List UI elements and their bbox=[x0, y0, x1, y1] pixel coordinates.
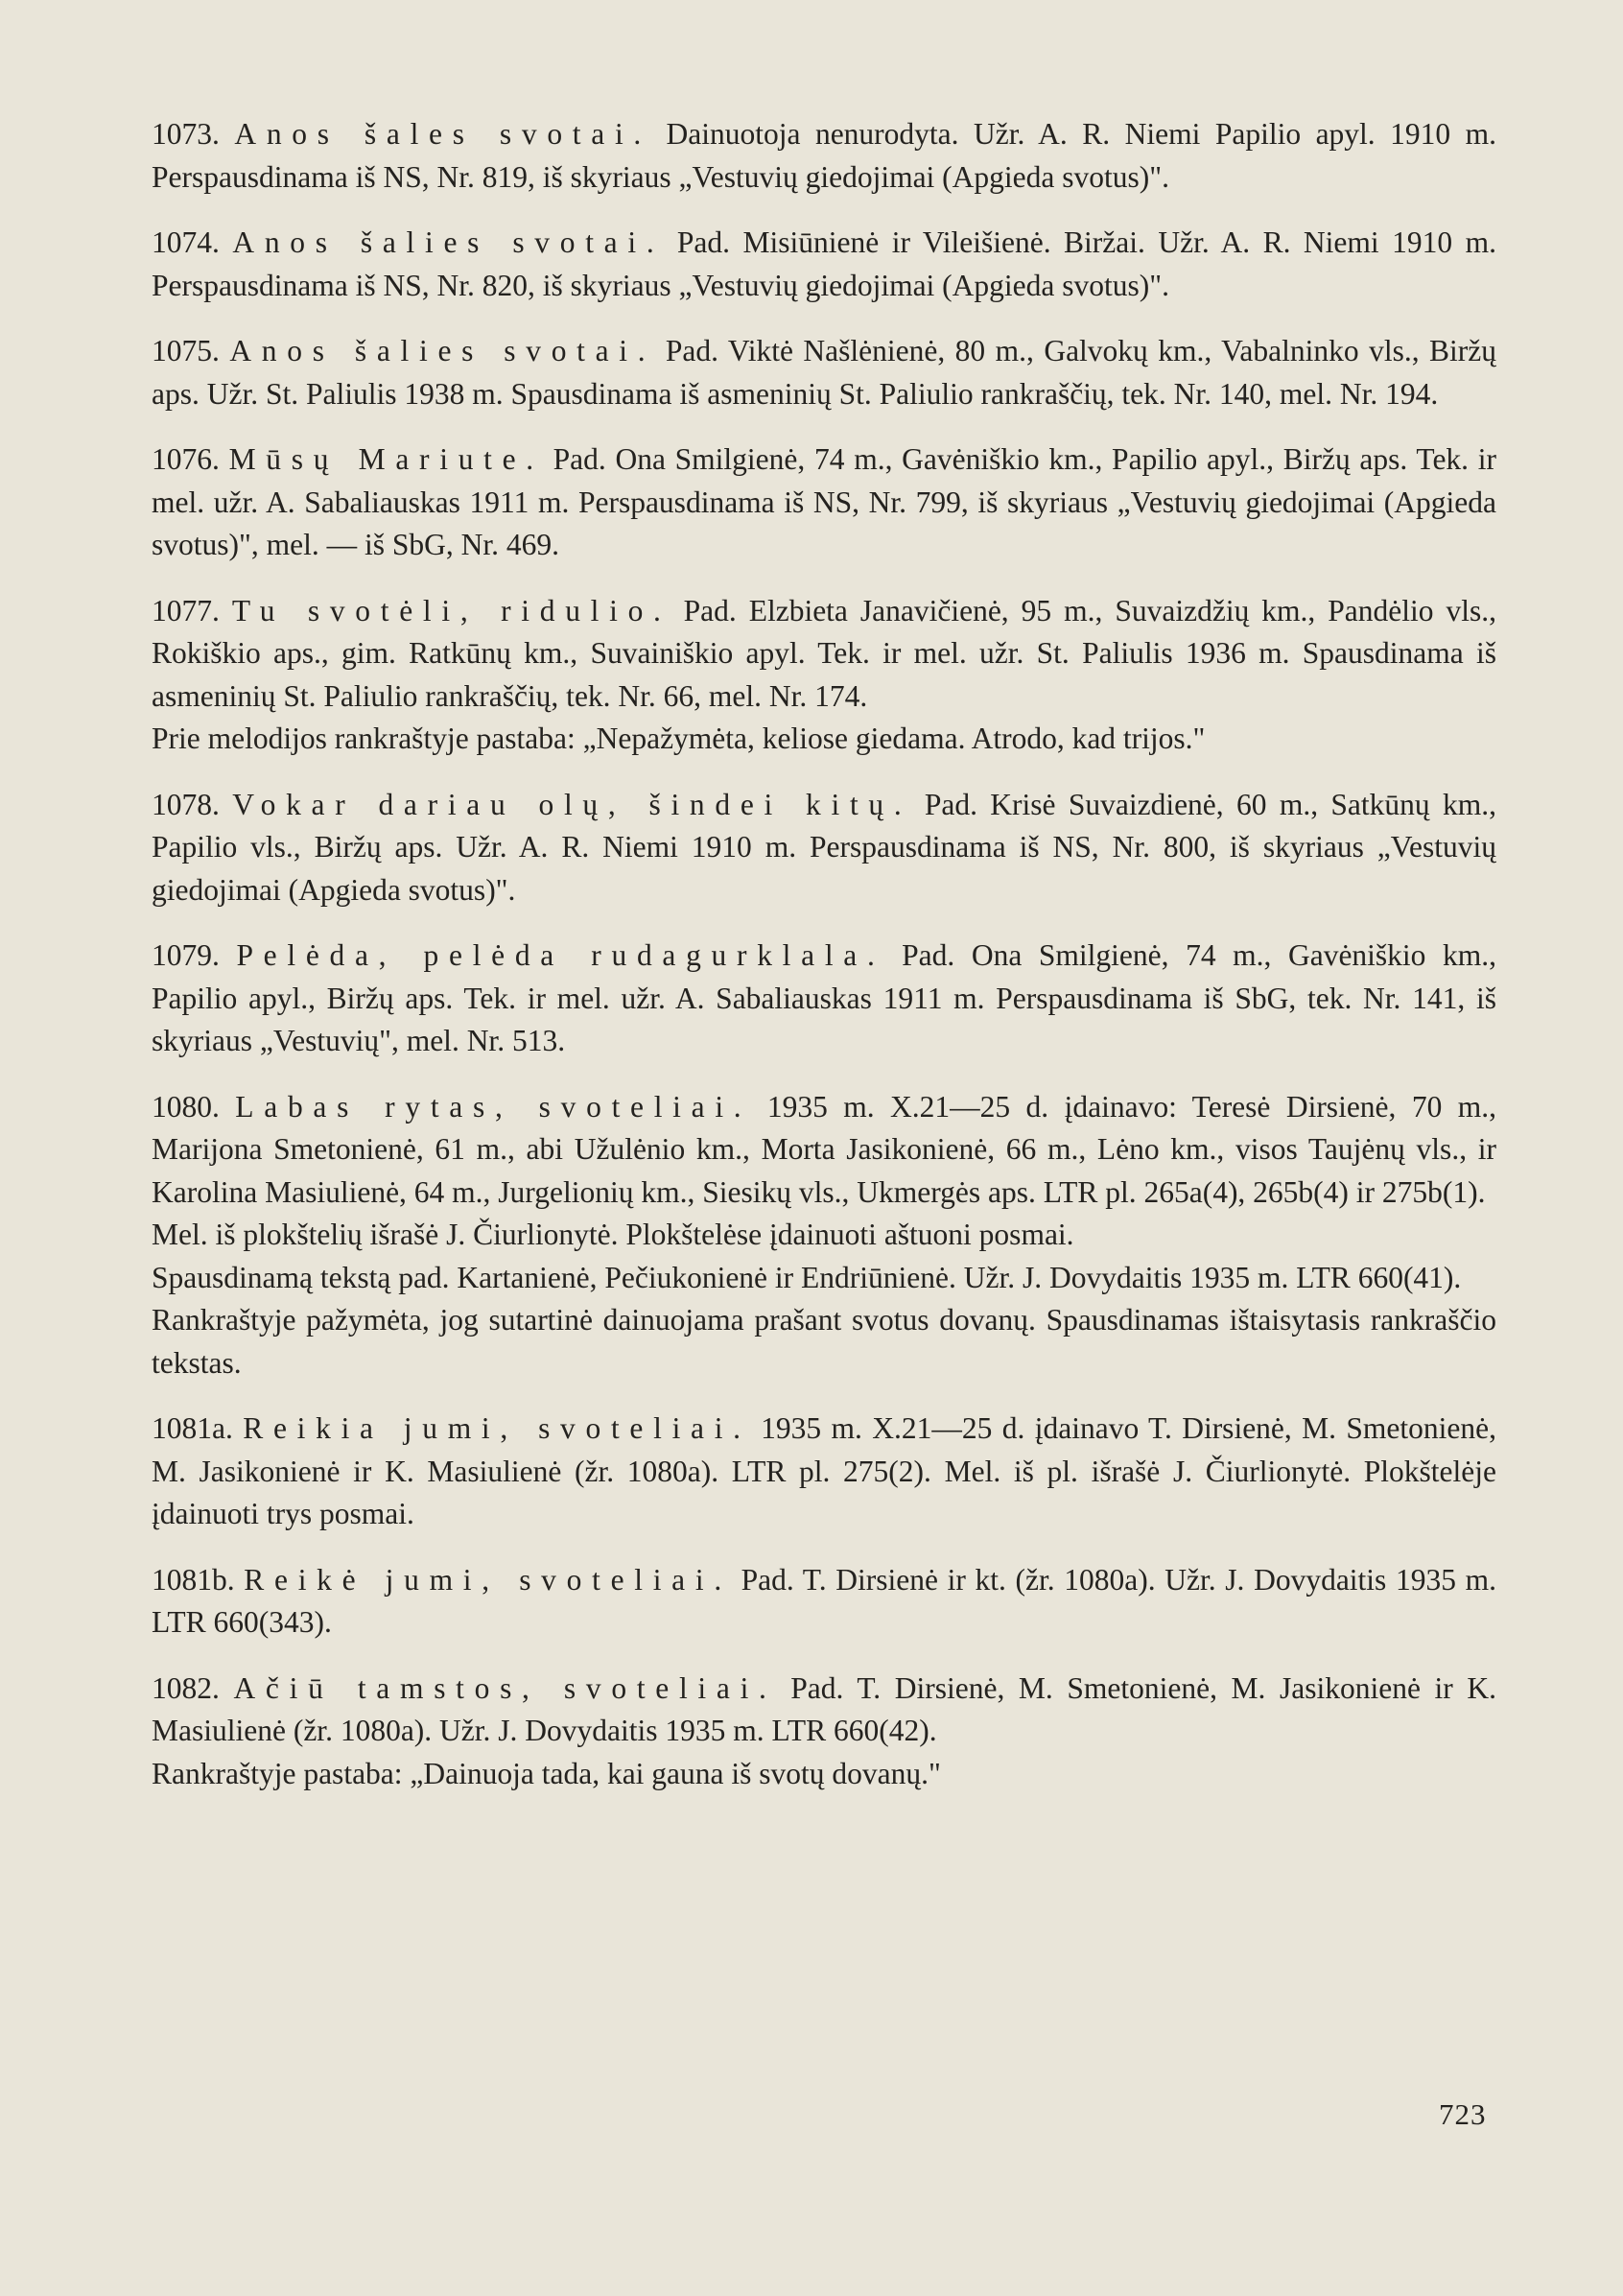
entry-number: 1073. bbox=[152, 117, 220, 151]
entry-text: Pad. Ona Smilgienė, 74 m., Gavėniškio km., Papilio apyl., Biržų aps. Tek. ir mel. užr. A. Sabaliauskas 1911 m. Perspausdinama iš SbG, tek. Nr. 141, iš skyriaus „Vestuvių", mel. Nr. 513. bbox=[152, 938, 1497, 1057]
entry-text: Dainuotoja nenurodyta. Užr. A. R. Niemi Papilio apyl. 1910 m. Perspausdinama iš NS, Nr. 819, iš skyriaus „Vestuvių giedojimai (Apgieda svotus)". bbox=[152, 117, 1497, 194]
entry-text: 1935 m. X.21—25 d. įdainavo: Teresė Dirsienė, 70 m., Marijona Smetonienė, 61 m., abi Užulėnio km., Morta Jasikonienė, 66 m., Lėno km., visos Taujėnų vls., ir Karolina Masiulienė, 64 m., Jurgelionių km., Siesikų vls., Ukmergės aps. LTR pl. 265a(4), 265b(4) ir 275b(1). bbox=[152, 1089, 1496, 1209]
entry-text: Pad. Ona Smilgienė, 74 m., Gavėniškio km., Papilio apyl., Biržų aps. Tek. ir mel. užr. A. Sabaliauskas 1911 m. Perspausdinama iš NS, Nr. 799, iš skyriaus „Vestuvių giedojimai (Apgieda svotus)", mel. — iš SbG, Nr. 469. bbox=[152, 442, 1497, 561]
entry-text: Pad. Krisė Suvaizdienė, 60 m., Satkūnų km., Papilio vls., Biržų aps. Užr. A. R. Niemi 1910 m. Perspausdinama iš NS, Nr. 800, iš skyriaus „Vestuvių giedojimai (Apgieda svotus)". bbox=[152, 787, 1497, 907]
entry bbox=[152, 784, 1496, 912]
entry-number: 1079. bbox=[152, 938, 220, 972]
entry-title: Labas rytas, svoteliai. bbox=[235, 1089, 752, 1124]
entry-paragraph bbox=[152, 1668, 1496, 1753]
entry-note: Rankraštyje pastaba: „Dainuoja tada, kai gauna iš svotų dovanų." bbox=[152, 1756, 941, 1790]
entry-note: Rankraštyje pažymėta, jog sutartinė dainuojama prašant svotus dovanų. Spausdinamas ištaisytasis rankraščio tekstas. bbox=[152, 1303, 1496, 1380]
entries-list bbox=[152, 113, 1496, 1795]
entry-title: Ačiū tamstos, svoteliai. bbox=[233, 1670, 777, 1705]
entry bbox=[152, 1559, 1496, 1645]
entry-number: 1077. bbox=[152, 593, 220, 627]
entry-number: 1081b. bbox=[152, 1562, 235, 1597]
entry-text: Pad. Elzbieta Janavičienė, 95 m., Suvaizdžių km., Pandėlio vls., Rokiškio aps., gim. Ratkūnų km., Suvainiškio apyl. Tek. ir mel. užr. St. Paliulis 1936 m. Spausdinama iš asmeninių St. Paliulio rankraščių, tek. Nr. 66, mel. Nr. 174. bbox=[152, 593, 1497, 713]
entry-title: Anos šalies svotai. bbox=[229, 334, 656, 367]
entry-text: Pad. Misiūnienė ir Vileišienė. Biržai. Užr. A. R. Niemi 1910 m. Perspausdinama iš NS, Nr. 820, iš skyriaus „Vestuvių giedojimai (Apgieda svotus)". bbox=[152, 225, 1496, 302]
entry-title: Tu svotėli, ridulio. bbox=[231, 593, 671, 627]
entry bbox=[152, 590, 1496, 761]
entry-number: 1074. bbox=[152, 225, 220, 259]
entry-number: 1082. bbox=[152, 1670, 220, 1705]
entry-paragraph bbox=[152, 590, 1496, 719]
entry-title: Pelėda, pelėda rudagurklala. bbox=[236, 938, 885, 972]
entry bbox=[152, 330, 1496, 415]
entry-text: Pad. T. Dirsienė, M. Smetonienė, M. Jasikonienė ir K. Masiulienė (žr. 1080a). Užr. J. Dovydaitis 1935 m. LTR 660(42). bbox=[152, 1670, 1497, 1747]
entry-title: Reikė jumi, svoteliai. bbox=[244, 1562, 732, 1597]
entry bbox=[152, 222, 1496, 307]
entry-paragraph bbox=[152, 438, 1496, 567]
entry bbox=[152, 1668, 1496, 1796]
entry-number: 1076. bbox=[152, 442, 220, 476]
entry-title: Mūsų Mariute. bbox=[228, 442, 544, 476]
entry bbox=[152, 1086, 1496, 1385]
entry-paragraph bbox=[152, 330, 1496, 415]
entry bbox=[152, 113, 1496, 199]
entry-paragraph bbox=[152, 113, 1496, 199]
entry-text: Pad. T. Dirsienė ir kt. (žr. 1080a). Užr. J. Dovydaitis 1935 m. LTR 660(343). bbox=[152, 1562, 1497, 1639]
entry-paragraph bbox=[152, 1408, 1496, 1536]
entry-title: Anos šales svotai. bbox=[234, 117, 651, 151]
entry-number: 1078. bbox=[152, 787, 220, 821]
page-number: 723 bbox=[1439, 2097, 1487, 2131]
entry-note: Prie melodijos rankraštyje pastaba: „Nepažymėta, keliose giedama. Atrodo, kad trijos." bbox=[152, 722, 1206, 755]
entry-text: Pad. Viktė Našlėnienė, 80 m., Galvokų km., Vabalninko vls., Biržų aps. Užr. St. Paliulis 1938 m. Spausdinama iš asmeninių St. Paliulio rankraščių, tek. Nr. 140, mel. Nr. 194. bbox=[152, 334, 1497, 411]
entry bbox=[152, 438, 1496, 567]
entry-paragraph bbox=[152, 935, 1496, 1063]
entry-text: 1935 m. X.21—25 d. įdainavo T. Dirsienė, M. Smetonienė, M. Jasikonienė ir K. Masiulienė (žr. 1080a). LTR pl. 275(2). Mel. iš pl. išrašė J. Čiurlionytė. Plokštelėje įdainuoti trys posmai. bbox=[152, 1411, 1496, 1530]
entry-note: Mel. iš plokštelių išrašė J. Čiurlionytė. Plokštelėse įdainuoti aštuoni posmai. bbox=[152, 1218, 1074, 1251]
entry-note: Spausdinamą tekstą pad. Kartanienė, Pečiukonienė ir Endriūnienė. Užr. J. Dovydaitis 1935 m. LTR 660(41). bbox=[152, 1260, 1462, 1294]
entry-number: 1075. bbox=[152, 334, 220, 367]
entry-paragraph bbox=[152, 1086, 1496, 1215]
entry-paragraph bbox=[152, 222, 1496, 307]
entry bbox=[152, 935, 1496, 1063]
entry-paragraph bbox=[152, 1559, 1496, 1645]
entry-title: Vokar dariau olų, šindei kitų. bbox=[232, 787, 912, 821]
entry-paragraph bbox=[152, 784, 1496, 912]
entry-number: 1080. bbox=[152, 1089, 220, 1124]
entry bbox=[152, 1408, 1496, 1536]
entry-title: Anos šalies svotai. bbox=[232, 225, 665, 259]
entry-number: 1081a. bbox=[152, 1411, 233, 1445]
entry-title: Reikia jumi, svoteliai. bbox=[243, 1411, 751, 1445]
